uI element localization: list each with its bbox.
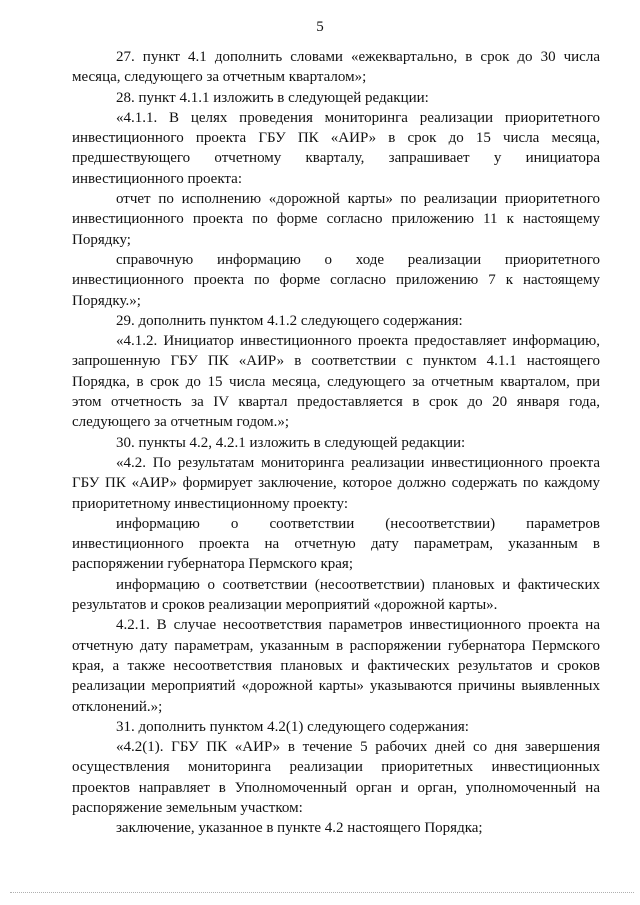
paragraph-item-31: 31. дополнить пунктом 4.2(1) следующего содержания: bbox=[116, 718, 469, 735]
paragraph-results-info: информацию о соответствии (несоответствии) плановых и фактических результатов и сроков реализации мероприятий «дорожной карты». bbox=[72, 576, 600, 614]
document-body bbox=[72, 47, 600, 839]
paragraph-parameters-info: информацию о соответствии (несоответствии) параметров инвестиционного проекта на отчетную дату параметрам, указанным в распоряжении губернатора Пермского края; bbox=[72, 515, 600, 573]
paragraph-report-roadmap: отчет по исполнению «дорожной карты» по реализации приоритетного инвестиционного проекта по форме согласно приложению 11 к настоящему Порядку; bbox=[72, 191, 600, 248]
paragraph-item-30: 30. пункты 4.2, 4.2.1 изложить в следующей редакции: bbox=[116, 434, 466, 451]
page-bottom-divider bbox=[10, 892, 634, 893]
paragraph-4-2-1: 4.2.1. В случае несоответствия параметров инвестиционного проекта на отчетную дату параметрам, указанным в распоряжении губернатора Пермского края, а также несоответствия плановых и фактических результатов и сроков реализации мероприятий «дорожной карты» указываются причины выявленных отклонений.»; bbox=[72, 617, 600, 715]
paragraph-item-28: 28. пункт 4.1.1 изложить в следующей редакции: bbox=[116, 89, 429, 106]
paragraph-item-29: 29. дополнить пунктом 4.1.2 следующего содержания: bbox=[116, 312, 463, 329]
page-number: 5 bbox=[316, 19, 324, 35]
paragraph-conclusion: заключение, указанное в пункте 4.2 настоящего Порядка; bbox=[116, 820, 483, 837]
paragraph-4-2-1-bracket: «4.2(1). ГБУ ПК «АИР» в течение 5 рабочих дней со дня завершения осуществления мониторинга реализации приоритетных инвестиционных проектов направляет в Уполномоченный орган и орган, уполномоченный на распоряжение земельным участком: bbox=[72, 739, 600, 816]
paragraph-4-2: «4.2. По результатам мониторинга реализации инвестиционного проекта ГБУ ПК «АИР» формирует заключение, которое должно содержать по каждому приоритетному инвестиционному проекту: bbox=[72, 454, 600, 512]
paragraph-item-27: 27. пункт 4.1 дополнить словами «ежеквартально, в срок до 30 числа месяца, следующего за отчетным кварталом»; bbox=[72, 49, 600, 86]
paragraph-4-1-1: «4.1.1. В целях проведения мониторинга реализации приоритетного инвестиционного проекта ГБУ ПК «АИР» в срок до 15 числа месяца, предшествующего отчетному кварталу, запрашивает у инициатора инвестиционного проекта: bbox=[72, 109, 600, 187]
paragraph-4-1-2: «4.1.2. Инициатор инвестиционного проекта предоставляет информацию, запрошенную ГБУ ПК «АИР» в соответствии с пунктом 4.1.1 настоящего Порядка, в срок до 15 числа месяца, следующего за отчетным кварталом, при этом отчетность за IV квартал предоставляется в срок до 20 января года, следующего за отчетным годом.»; bbox=[72, 333, 600, 431]
paragraph-reference-info: справочную информацию о ходе реализации приоритетного инвестиционного проекта по форме согласно приложению 7 к настоящему Порядку.»; bbox=[72, 251, 600, 309]
